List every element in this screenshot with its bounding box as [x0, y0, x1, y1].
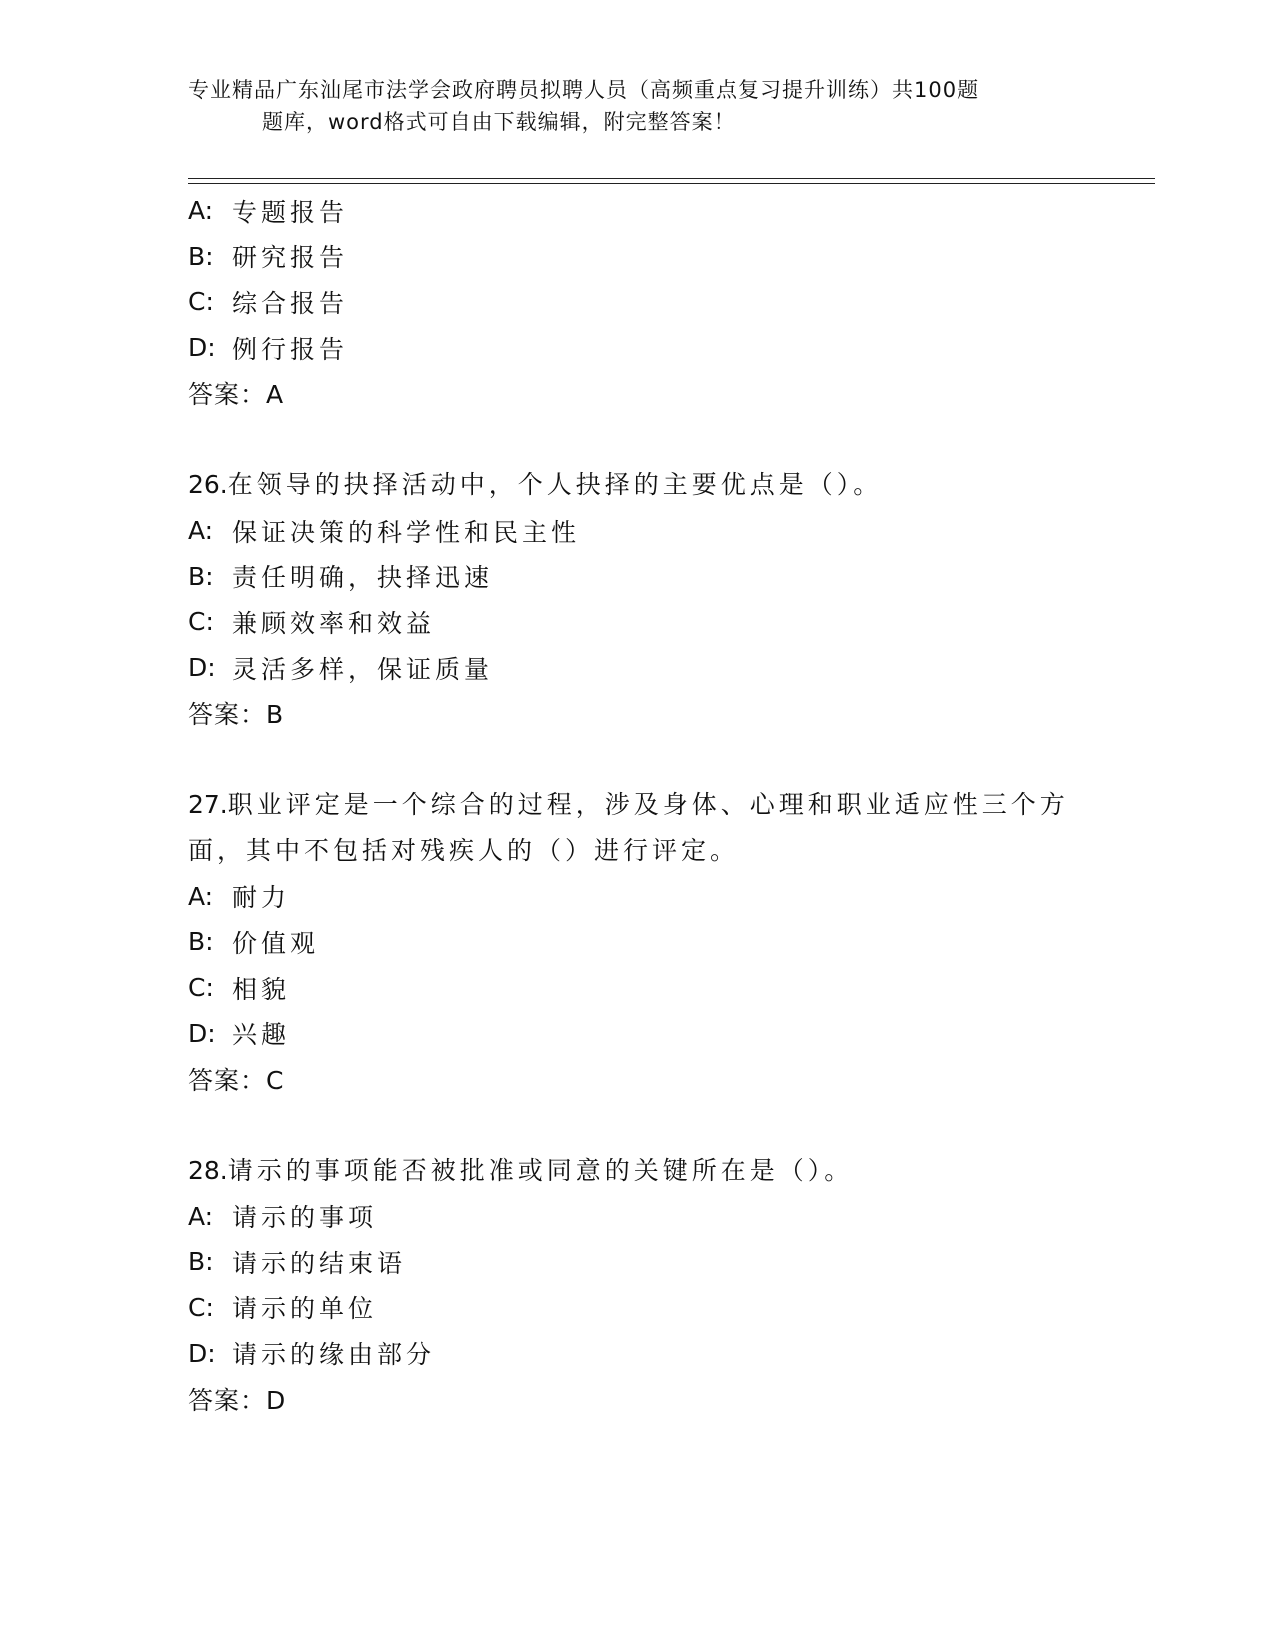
option-text: 兼顾效率和效益: [232, 608, 436, 638]
option-letter: A:: [188, 1201, 214, 1231]
option-text: 综合报告: [232, 288, 349, 318]
header-line-2: 题库，word格式可自由下载编辑，附完整答案！: [262, 110, 736, 134]
option-letter: A:: [188, 516, 214, 546]
question-stem: 职业评定是一个综合的过程，涉及身体、心理和职业适应性三个方面，其中不包括对残疾人的（）进行评定。: [188, 790, 1069, 865]
answer-line: 答案：B: [188, 700, 285, 730]
option-d: [188, 645, 1118, 691]
document-header: [188, 74, 1088, 138]
question-block-28: [188, 1146, 1118, 1422]
option-text: 责任明确，抉择迅速: [232, 563, 494, 593]
option-c: [188, 279, 1118, 325]
option-letter: D:: [188, 1338, 216, 1368]
option-text: 耐力: [232, 883, 291, 913]
question-number: 27.: [188, 790, 228, 820]
option-c: [188, 599, 1118, 645]
header-divider-bottom: [188, 183, 1155, 184]
question-block-26: [188, 460, 1118, 736]
option-letter: D:: [188, 333, 216, 363]
option-letter: C:: [188, 973, 214, 1003]
option-d: [188, 1010, 1118, 1056]
option-text: 灵活多样，保证质量: [232, 654, 494, 684]
option-d: [188, 325, 1118, 371]
option-a: [188, 1194, 1118, 1240]
option-letter: D:: [188, 653, 216, 683]
option-letter: C:: [188, 1292, 214, 1322]
option-c: [188, 965, 1118, 1011]
option-text: 兴趣: [232, 1020, 291, 1050]
option-text: 价值观: [232, 928, 320, 958]
option-b: [188, 554, 1118, 600]
header-line-1: 专业精品广东汕尾市法学会政府聘员拟聘人员（高频重点复习提升训练）共100题: [188, 78, 980, 102]
option-a: [188, 874, 1118, 920]
option-text: 专题报告: [232, 197, 349, 227]
option-letter: B:: [188, 927, 214, 957]
option-letter: B:: [188, 241, 214, 271]
question-list: [188, 188, 1118, 1422]
question-stem: 请示的事项能否被批准或同意的关键所在是（）。: [227, 1155, 854, 1185]
question-text: [188, 780, 1118, 873]
option-text: 请示的缘由部分: [232, 1340, 436, 1370]
option-text: 相貌: [232, 974, 291, 1004]
option-d: [188, 1330, 1118, 1376]
option-b: [188, 919, 1118, 965]
question-number: 26.: [188, 470, 228, 500]
option-text: 请示的事项: [232, 1203, 378, 1233]
question-text: [188, 460, 1118, 508]
option-b: [188, 1239, 1118, 1285]
header-divider-top: [188, 178, 1155, 179]
option-letter: B:: [188, 1247, 214, 1277]
option-letter: B:: [188, 561, 214, 591]
option-letter: C:: [188, 287, 214, 317]
option-text: 请示的结束语: [232, 1248, 407, 1278]
option-text: 例行报告: [232, 334, 349, 364]
question-block-27: [188, 780, 1118, 1102]
option-a: [188, 508, 1118, 554]
option-a: [188, 188, 1118, 234]
answer-line: 答案：A: [188, 380, 285, 410]
option-text: 保证决策的科学性和民主性: [232, 517, 581, 547]
option-text: 研究报告: [232, 243, 349, 273]
question-number: 28.: [188, 1155, 228, 1185]
option-text: 请示的单位: [232, 1294, 378, 1324]
option-letter: A:: [188, 196, 214, 226]
answer-line: 答案：C: [188, 1065, 285, 1095]
question-stem: 在领导的抉择活动中，个人抉择的主要优点是（）。: [227, 470, 883, 500]
answer-line: 答案：D: [188, 1385, 287, 1415]
option-letter: D:: [188, 1018, 216, 1048]
option-letter: C:: [188, 607, 214, 637]
question-text: [188, 1146, 1118, 1194]
option-letter: A:: [188, 881, 214, 911]
option-b: [188, 234, 1118, 280]
question-block-prev: [188, 188, 1118, 416]
option-c: [188, 1285, 1118, 1331]
